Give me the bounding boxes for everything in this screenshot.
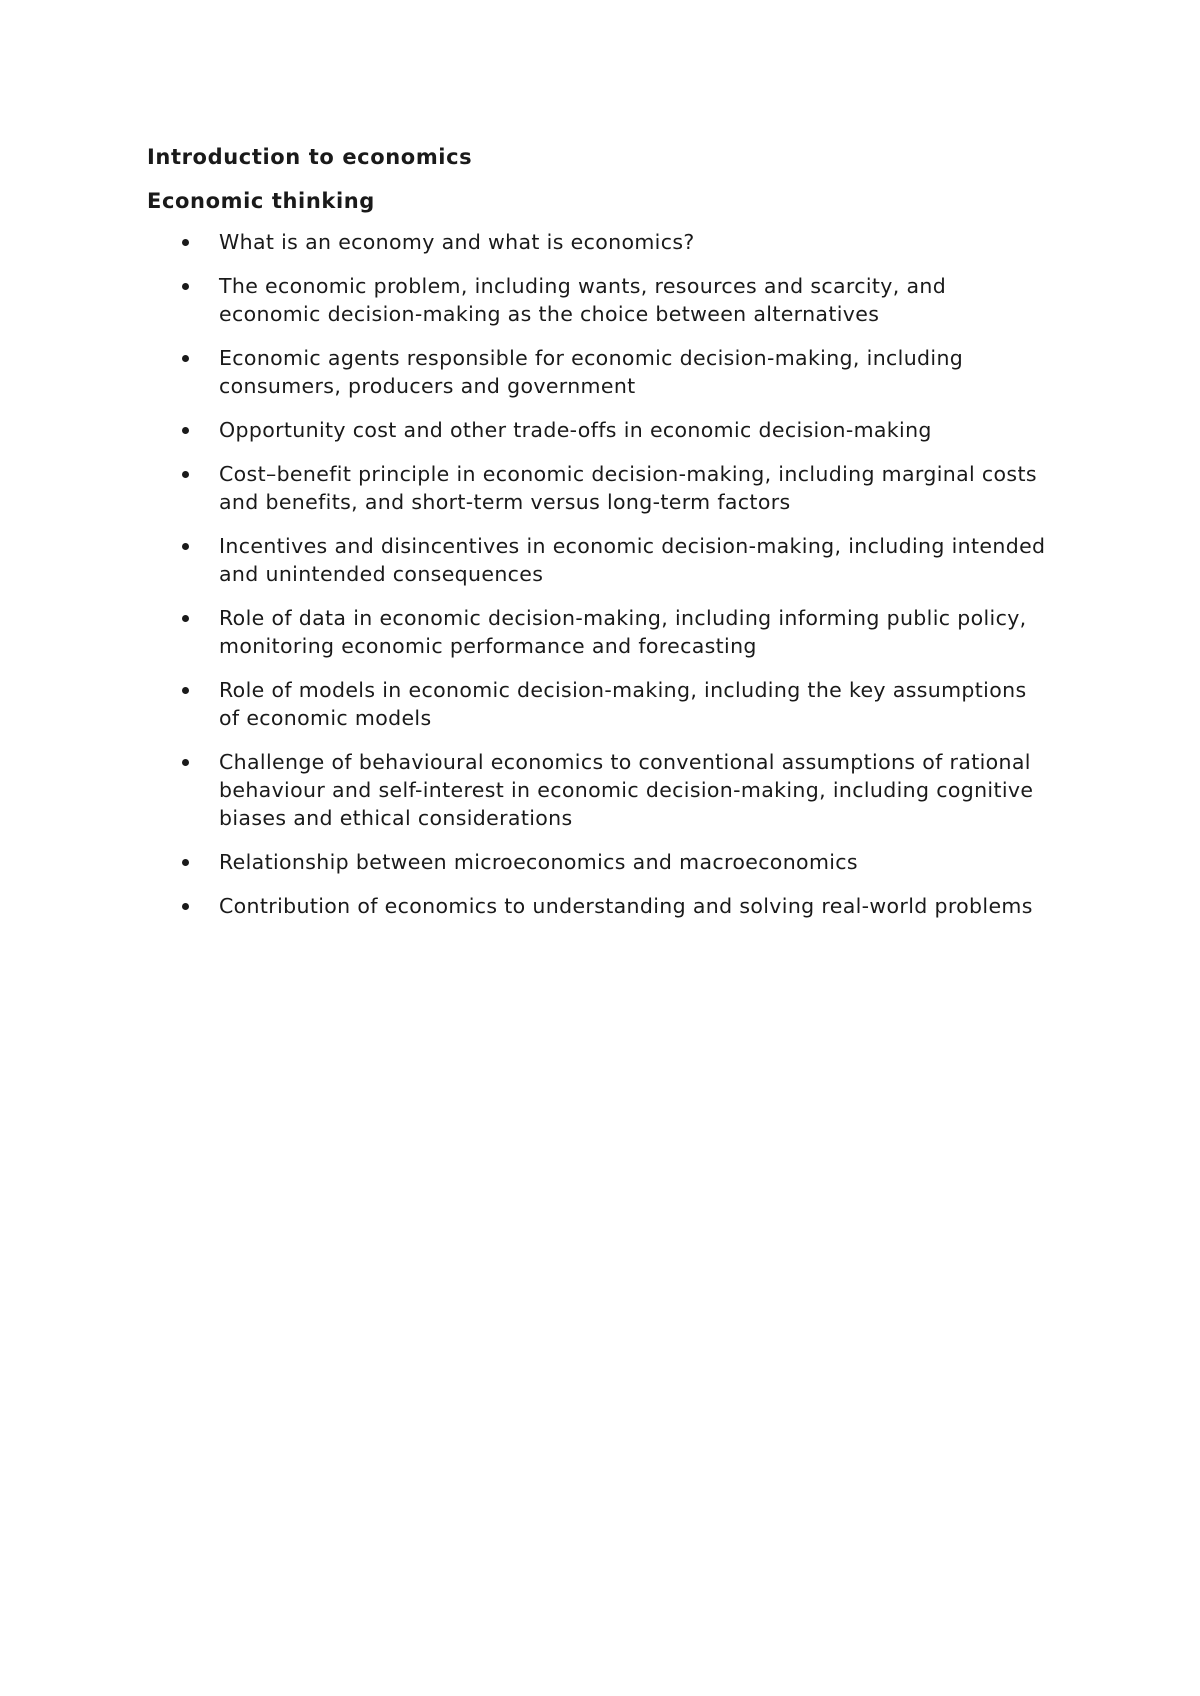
list-item: [147, 676, 1047, 732]
bullet-icon: [182, 355, 189, 362]
list-item: [147, 272, 1047, 328]
bullet-icon: [182, 427, 189, 434]
section-heading: Economic thinking: [147, 189, 375, 213]
bullet-icon: [182, 687, 189, 694]
topic-list: [147, 228, 1047, 920]
list-item: [147, 344, 1047, 400]
list-item: [147, 460, 1047, 516]
list-item: [147, 416, 1047, 444]
list-item: [147, 748, 1047, 832]
bullet-icon: [182, 903, 189, 910]
list-item: [147, 892, 1047, 920]
list-item-text: Relationship between microeconomics and macroeconomics: [219, 850, 858, 874]
document-content: [147, 142, 1047, 936]
list-item-text: Cost–benefit principle in economic decision-making, including marginal costs and benefits, and short-term versus long-term factors: [219, 462, 1037, 514]
bullet-icon: [182, 759, 189, 766]
list-item: [147, 228, 1047, 256]
list-item: [147, 532, 1047, 588]
list-item-text: Challenge of behavioural economics to conventional assumptions of rational behaviour and self-interest in economic decision-making, including cognitive biases and ethical considerations: [219, 750, 1034, 830]
bullet-icon: [182, 239, 189, 246]
list-item-text: What is an economy and what is economics?: [219, 230, 695, 254]
bullet-icon: [182, 283, 189, 290]
list-item: [147, 604, 1047, 660]
bullet-icon: [182, 859, 189, 866]
bullet-icon: [182, 615, 189, 622]
list-item-text: Role of data in economic decision-making, including informing public policy, monitoring economic performance and forecasting: [219, 606, 1027, 658]
document-title: Introduction to economics: [147, 145, 473, 169]
list-item-text: Role of models in economic decision-making, including the key assumptions of economic models: [219, 678, 1027, 730]
list-item-text: Opportunity cost and other trade-offs in economic decision-making: [219, 418, 932, 442]
list-item-text: The economic problem, including wants, resources and scarcity, and economic decision-making as the choice between alternatives: [219, 274, 947, 326]
list-item-text: Economic agents responsible for economic decision-making, including consumers, producers and government: [219, 346, 964, 398]
bullet-icon: [182, 471, 189, 478]
list-item-text: Contribution of economics to understanding and solving real-world problems: [219, 894, 1033, 918]
list-item-text: Incentives and disincentives in economic decision-making, including intended and unintended consequences: [219, 534, 1046, 586]
list-item: [147, 848, 1047, 876]
bullet-icon: [182, 543, 189, 550]
